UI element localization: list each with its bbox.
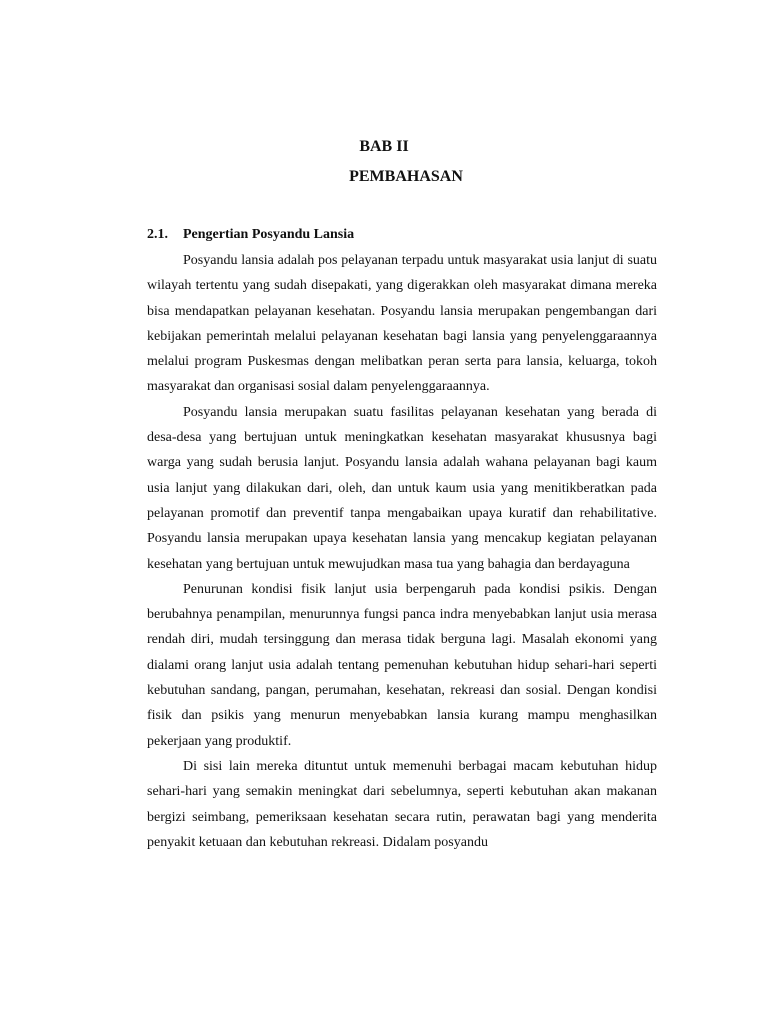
paragraph: Posyandu lansia adalah pos pelayanan terpadu untuk masyarakat usia lanjut di suatu wilayah tertentu yang sudah disepakati, yang digerakkan oleh masyarakat dimana mereka bisa mendapatkan pelayanan kesehatan. Posyandu lansia merupakan pengembangan dari kebijakan pemerintah melalui pelayanan kesehatan bagi lansia yang penyelenggaraannya melalui program Puskesmas dengan melibatkan peran serta para lansia, keluarga, tokoh masyarakat dan organisasi sosial dalam penyelenggaraannya. [147,253,657,395]
body-text [147,248,657,855]
paragraph: Di sisi lain mereka dituntut untuk memenuhi berbagai macam kebutuhan hidup sehari-hari yang semakin meningkat dari sebelumnya, seperti kebutuhan akan makanan bergizi seimbang, pemeriksaan kesehatan secara rutin, perawatan bagi yang menderita penyakit ketuaan dan kebutuhan rekreasi. Didalam posyandu [147,758,657,850]
section-number: 2.1. [147,227,168,242]
chapter-label: BAB II [359,138,409,155]
section-title: Pengertian Posyandu Lansia [183,227,355,242]
paragraph: Posyandu lansia merupakan suatu fasilitas pelayanan kesehatan yang berada di desa-desa yang bertujuan untuk meningkatkan kesehatan masyarakat khususnya bagi warga yang sudah berusia lanjut. Posyandu lansia adalah wahana pelayanan bagi kaum usia lanjut yang dilakukan dari, oleh, dan untuk kaum usia yang menitikberatkan pada pelayanan promotif dan preventif tanpa mengabaikan upaya kuratif dan rehabilitative. Posyandu lansia merupakan upaya kesehatan lansia yang mencakup kegiatan pelayanan kesehatan yang bertujuan untuk mewujudkan masa tua yang bahagia dan berdayaguna [147,404,657,572]
paragraph: Penurunan kondisi fisik lanjut usia berpengaruh pada kondisi psikis. Dengan berubahnya penampilan, menurunnya fungsi panca indra menyebabkan lanjut usia merasa rendah diri, mudah tersinggung dan merasa tidak berguna lagi. Masalah ekonomi yang dialami orang lanjut usia adalah tentang pemenuhan kebutuhan hidup sehari-hari seperti kebutuhan sandang, pangan, perumahan, kesehatan, rekreasi dan sosial. Dengan kondisi fisik dan psikis yang menurun menyebabkan lansia kurang mampu menghasilkan pekerjaan yang produktif. [147,581,657,749]
section-heading [147,225,354,245]
chapter-title: PEMBAHASAN [349,168,463,185]
